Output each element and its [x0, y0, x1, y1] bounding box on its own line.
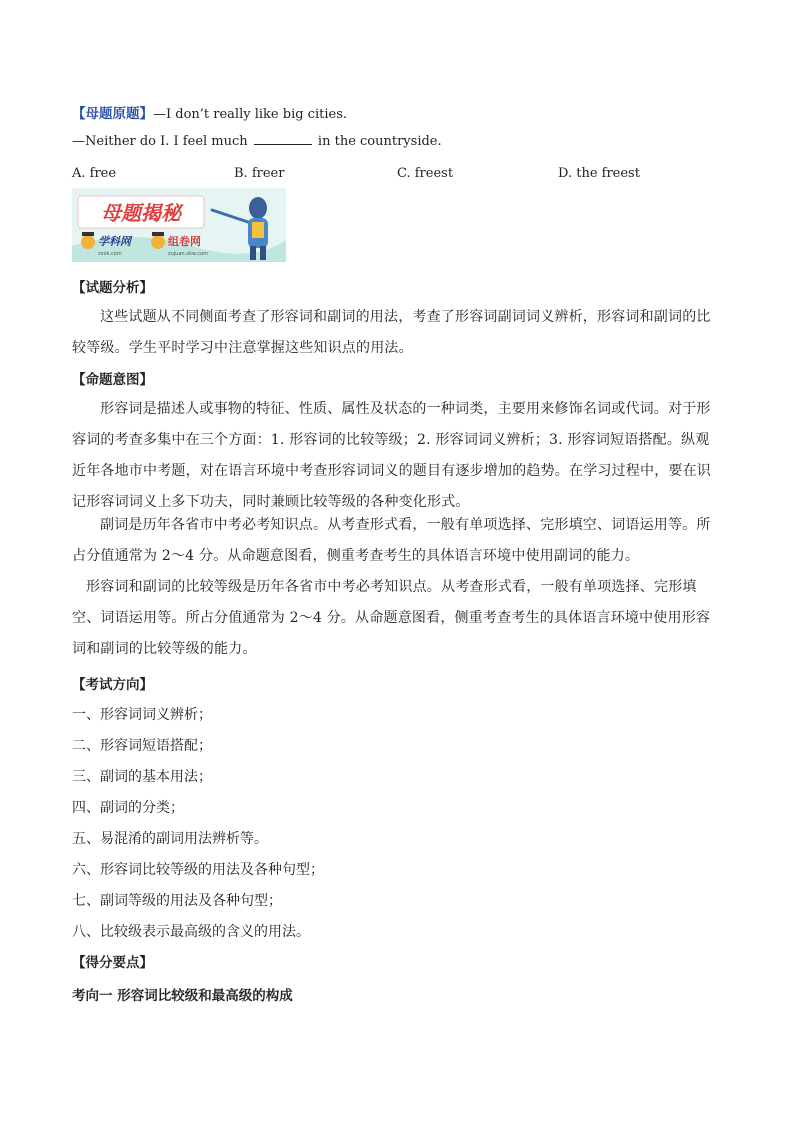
question-dialog-1: —I don’t really like big cities.	[153, 107, 347, 122]
intent-heading: 【命题意图】	[72, 372, 153, 388]
direction-item-6: 六、形容词比较等级的用法及各种句型；	[72, 862, 324, 878]
question-dialog-2-pre: —Neither do I. I feel much	[72, 134, 252, 149]
direction-item-8: 八、比较级表示最高级的含义的用法。	[72, 924, 310, 940]
option-c: C. freest	[397, 166, 454, 181]
analysis-text: 这些试题从不同侧面考查了形容词和副词的用法，考查了形容词副词词义辨析，形容词和副词的比较等级。学生平时学习中注意掌握这些知识点的用法。	[72, 309, 711, 356]
direction-item-3: 三、副词的基本用法；	[72, 769, 212, 785]
points-heading: 【得分要点】	[72, 955, 153, 971]
banner-image	[72, 188, 286, 262]
logo2-sub: zujuan.xkw.com	[168, 251, 208, 257]
xueke-logo-icon	[81, 232, 95, 249]
direction-item-4: 四、副词的分类；	[72, 800, 184, 816]
direction-heading: 【考试方向】	[72, 677, 153, 693]
zujuan-logo-icon	[151, 232, 165, 249]
logo1-text: 学科网	[98, 235, 131, 248]
option-d: D. the freest	[558, 166, 640, 181]
answer-blank	[254, 143, 312, 145]
analysis-heading: 【试题分析】	[72, 280, 153, 296]
question-tag: 【母题原题】	[72, 106, 153, 122]
question-line-2	[72, 134, 442, 149]
subheading: 考向一 形容词比较级和最高级的构成	[72, 988, 293, 1004]
direction-item-5: 五、易混淆的副词用法辨析等。	[72, 831, 268, 847]
direction-item-1: 一、形容词词义辨析；	[72, 707, 212, 723]
direction-item-2: 二、形容词短语搭配；	[72, 738, 212, 754]
direction-item-7: 七、副词等级的用法及各种句型；	[72, 893, 282, 909]
logo1-sub: zxxk.com	[98, 251, 122, 257]
question-line-1	[72, 102, 347, 122]
option-b: B. freer	[234, 166, 285, 181]
question-dialog-2-post: in the countryside.	[313, 134, 442, 149]
option-a: A. free	[72, 166, 117, 181]
intent-paragraph-1: 形容词是描述人或事物的特征、性质、属性及状态的一种词类，主要用来修饰名词或代词。对于形容词的考查多集中在三个方面：1. 形容词的比较等级；2. 形容词词义辨析；3. 形容词短语搭配。纵观近年各地市中考题，对在语言环境中考查形容词词义的题目有逐步增加的趋势。在学习过程中，要在识记形容词词义上多下功夫，同时兼顾比较等级的各种变化形式。	[72, 401, 711, 510]
intent-paragraph-3: 形容词和副词的比较等级是历年各省市中考必考知识点。从考查形式看，一般有单项选择、完形填空、词语运用等。所占分值通常为 2～4 分。从命题意图看，侧重考查考生的具体语言环境中使用形容词和副词的比较等级的能力。	[72, 579, 711, 657]
banner-title: 母题揭秘	[101, 201, 181, 225]
intent-paragraph-2: 副词是历年各省市中考必考知识点。从考查形式看，一般有单项选择、完形填空、词语运用等。所占分值通常为 2～4 分。从命题意图看，侧重考查考生的具体语言环境中使用副词的能力。	[72, 517, 711, 564]
logo2-text: 组卷网	[168, 235, 201, 248]
